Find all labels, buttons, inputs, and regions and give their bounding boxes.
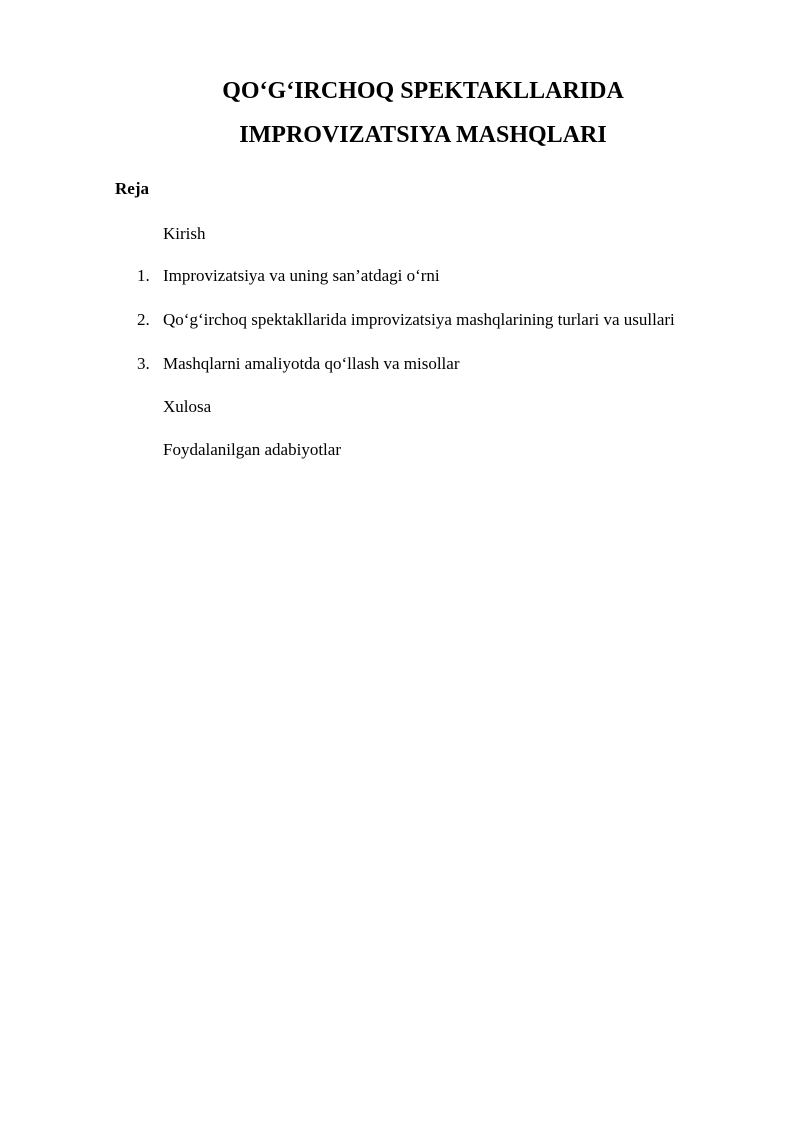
- document-title-line-2: IMPROVIZATSIYA MASHQLARI: [239, 122, 607, 148]
- plan-item-text: Qo‘g‘irchoq spektakllarida improvizatsiya mashqlarining turlari va usullari: [163, 310, 675, 329]
- plan-item-number: 1.: [137, 266, 150, 285]
- plan-item-text: Kirish: [163, 224, 206, 243]
- plan-heading: Reja: [115, 179, 149, 198]
- plan-item-number: 2.: [137, 310, 150, 329]
- document-title-line-1: QO‘G‘IRCHOQ SPEKTAKLLARIDA: [222, 78, 624, 104]
- plan-item-number: 3.: [137, 354, 150, 373]
- plan-item-text: Improvizatsiya va uning san’atdagi o‘rni: [163, 266, 440, 285]
- plan-item-text: Mashqlarni amaliyotda qo‘llash va misollar: [163, 354, 460, 373]
- plan-item-text: Xulosa: [163, 397, 212, 416]
- plan-item-text: Foydalanilgan adabiyotlar: [163, 440, 341, 459]
